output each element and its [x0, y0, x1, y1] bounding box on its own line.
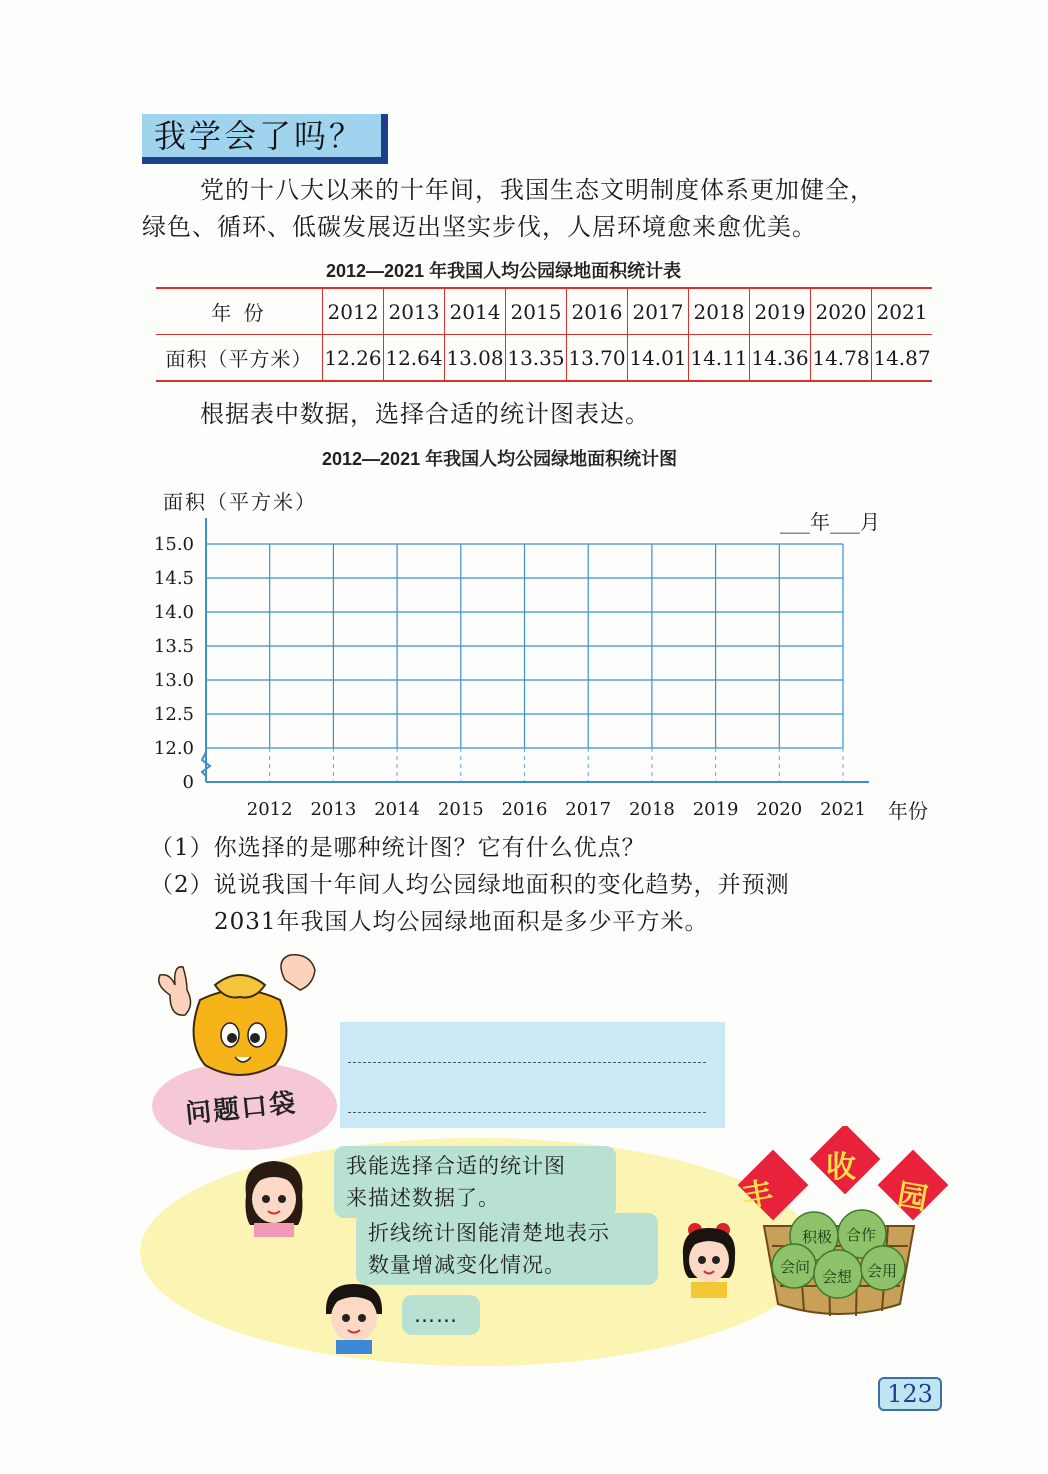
- year-cell: 2013: [384, 288, 445, 335]
- intro-line-1: 党的十八大以来的十年间，我国生态文明制度体系更加健全，: [200, 176, 875, 204]
- pocket-label: 问题口袋: [184, 1088, 299, 1130]
- question-2-line-1: （2）说说我国十年间人均公园绿地面积的变化趋势，并预测: [150, 872, 790, 898]
- x-tick-label: 2013: [310, 799, 357, 820]
- apple-label: 积极: [802, 1228, 833, 1246]
- year-cell: 2020: [811, 288, 872, 335]
- section-heading: 我学会了吗？: [142, 114, 388, 164]
- y-tick-label: 0: [182, 772, 194, 793]
- boy-avatar-icon: [318, 1280, 390, 1354]
- area-cell: 13.35: [506, 335, 567, 382]
- girl-avatar-icon: [238, 1155, 310, 1237]
- area-cell: 13.08: [445, 335, 506, 382]
- y-tick-label: 12.5: [153, 704, 194, 725]
- area-cell: 14.78: [811, 335, 872, 382]
- harvest-char-2: 收: [826, 1150, 856, 1185]
- row-header-area: 面积（平方米）: [156, 335, 323, 382]
- x-tick-label: 2018: [628, 799, 675, 820]
- instruction-text: 根据表中数据，选择合适的统计图表达。: [200, 400, 650, 428]
- year-cell: 2012: [323, 288, 384, 335]
- question-1: （1）你选择的是哪种统计图？它有什么优点？: [150, 835, 646, 861]
- area-cell: 14.36: [750, 335, 811, 382]
- chart-ylabel: 面积（平方米）: [163, 490, 317, 514]
- year-cell: 2019: [750, 288, 811, 335]
- answer-line[interactable]: [348, 1062, 706, 1063]
- y-axis: [202, 518, 210, 782]
- apple-label: 会问: [780, 1258, 811, 1276]
- speech-bubble-3: ……: [402, 1295, 480, 1335]
- pocket-mascot-icon: [145, 945, 335, 1095]
- apple-label: 会想: [822, 1268, 853, 1286]
- y-tick-label: 14.5: [153, 568, 194, 589]
- area-cell: 12.64: [384, 335, 445, 382]
- year-cell: 2017: [628, 288, 689, 335]
- area-cell: 14.87: [872, 335, 933, 382]
- harvest-char-1: 丰: [739, 1175, 776, 1216]
- area-cell: 12.26: [323, 335, 384, 382]
- area-cell: 13.70: [567, 335, 628, 382]
- apple-label: 会用: [867, 1262, 898, 1280]
- y-tick-label: 12.0: [153, 738, 194, 759]
- x-tick-label: 2021: [820, 799, 866, 820]
- chart-title: 2012—2021 年我国人均公园绿地面积统计图: [322, 449, 678, 469]
- year-cell: 2018: [689, 288, 750, 335]
- bubble-2-line-2: 数量增减变化情况。: [368, 1253, 566, 1277]
- y-tick-label: 13.0: [153, 670, 194, 691]
- speech-bubble-2: [356, 1213, 658, 1285]
- chart-xlabel: 年份: [888, 799, 928, 823]
- table-caption: 2012—2021 年我国人均公园绿地面积统计表: [326, 261, 682, 281]
- answer-line[interactable]: [348, 1112, 706, 1113]
- intro-line-2: 绿色、循环、低碳发展迈出坚实步伐，人居环境愈来愈优美。: [142, 213, 817, 241]
- bubble-1-line-1: 我能选择合适的统计图: [346, 1154, 566, 1178]
- x-tick-label: 2012: [246, 799, 293, 820]
- apple-label: 合作: [846, 1226, 877, 1244]
- area-cell: 14.01: [628, 335, 689, 382]
- y-tick-label: 13.5: [153, 636, 194, 657]
- x-tick-label: 2017: [565, 799, 612, 820]
- page-number: 123: [878, 1377, 942, 1411]
- harvest-char-3: 园: [894, 1177, 931, 1218]
- bubble-1-line-2: 来描述数据了。: [346, 1186, 500, 1210]
- y-tick-label: 14.0: [153, 602, 194, 623]
- y-tick-label: 15.0: [153, 534, 194, 555]
- bubble-2-line-1: 折线统计图能清楚地表示: [368, 1221, 610, 1245]
- year-cell: 2014: [445, 288, 506, 335]
- area-cell: 14.11: [689, 335, 750, 382]
- year-cell: 2015: [506, 288, 567, 335]
- x-tick-label: 2019: [692, 799, 739, 820]
- year-cell: 2016: [567, 288, 628, 335]
- row-header-year: 年 份: [156, 288, 323, 335]
- year-cell: 2021: [872, 288, 933, 335]
- date-blank: ___年___月: [780, 510, 880, 534]
- x-tick-label: 2016: [501, 799, 548, 820]
- x-tick-label: 2020: [756, 799, 803, 820]
- question-2-line-2: 2031年我国人均公园绿地面积是多少平方米。: [214, 909, 709, 935]
- x-tick-label: 2014: [374, 799, 421, 820]
- x-tick-label: 2015: [437, 799, 484, 820]
- speech-bubble-1: [334, 1146, 616, 1218]
